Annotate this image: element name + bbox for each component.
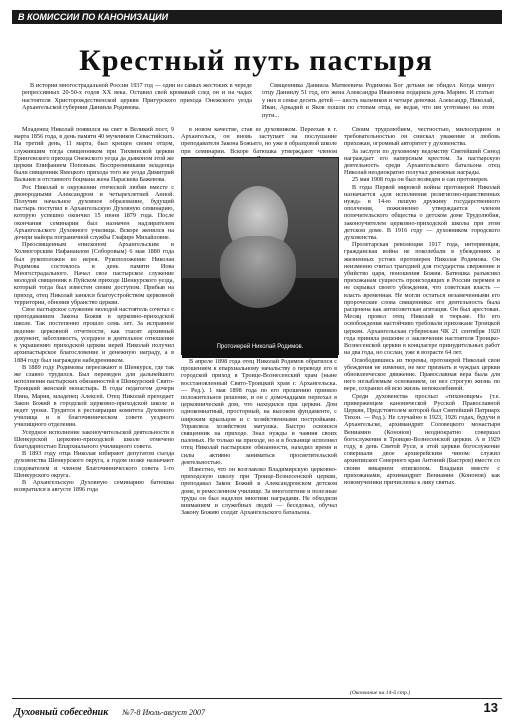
portrait-photo: [181, 157, 339, 355]
column-1: [14, 126, 174, 691]
column-2-bottom: [181, 358, 337, 691]
footer: [14, 702, 205, 720]
col3-paragraph: Своим трудолюбием, честностью, милосердием и требовательностью он снискал уважение и любовь прихожан, огромный авторитет у духовенства.: [344, 126, 500, 148]
footer-divider: [12, 698, 502, 699]
col1-paragraph: Преосвященным епископом Архангельским и Холмогорским Нафанаилом (Соборовым) 6 мая 1880 года был рукоположен во иерея. Рукоположение Николая Родимова состоялось в день памяти Иова Многострадального. Начал свое пастырское служение молодой священник в Пуйском приходе Шенкурского уезда, который тогда был известен своим доступом. Прибыв на приход, отец Николай занялся благоустройством церковной территории, обновив убранство церкви.: [14, 241, 174, 306]
column-3: [344, 126, 500, 686]
col1-paragraph: В 1893 году отца Николая избирают депутатом съезда духовенства Шенкурского округа, а годом позже назначают следователем и членом Благочиннического совета 1-го Шенкурского округа.: [14, 450, 174, 479]
col1-paragraph: Рос Николай в окружении отеческой любви вместе с двоюродными Александром и четырехлетней Анной. Получив начальное духовное образование, будущий пастырь поступил в Архангельскую Духовную семинарию, которую успешно окончил 15 июня 1879 года. После окончания семинарии был назначен надзирателем Архангельского Духовного училища. Вскоре женился на дочери майора пограничной службы Глафире Михайловне.: [14, 183, 174, 242]
issue-info: №7-8 Июль-август 2007: [122, 708, 205, 717]
intro-left: В истории многострадальной России 1937 год — один из самых жестоких в череде репрессивных 20-50-х годов XX века. Оставил свой кровавый след он и на чадах настоятеля Христорождественской церкви Пригурского прихода Онежского уезда Архангельской губернии Даниила Родимова.: [22, 82, 252, 112]
column-2-top: в новом качестве, став ее духовником. Переехав в г. Архангельск, он вновь заступает на послушание преподавателя Закона Божьего, но уже в образцовой школе при семинарии. Вскоре батюшка утверждают членом: [181, 126, 337, 155]
portrait-beard: [220, 236, 296, 308]
col2-paragraph: В апреле 1898 года отец Николай Родимов обратился с прошением к епархиальному начальству о переводе его в городской приход в Троице-Вознесенский храм (ныне восстановленный Свято-Троицкий храм г. Архангельска. — Ред.). 1 мая 1898 года по его прошению приняло положительное решение, и он с домочадцами переехал в церковнический дом, что находился при церкви. Дом однокомнатный, просторный, на высоком фундаменте, с широким крыльцом и с хозяйственными постройками. Управляла хозяйством матушка. Быстро освоился священник на приходе. Знал нужды и чаяния своих паломых. Не только на приходе, но и в больнице исполнял отец Николай пастырские обязанности, находил время и силы активно заниматься просветительской деятельностью.: [181, 358, 337, 466]
magazine-name: Духовный собеседник: [14, 707, 109, 718]
intro-right: Священника Даниила Матвеевича Родимова Бог детьми не обидел. Когда минул отцу Даниилу 51 год, его жена Александра Ивановна подарила дочь Марию. И статью у них в семье десять детей — шесть мальчиков и четыре девочки. Александр, Николай, Иван, Аркадий и Яков пошли по стопам отца, не ведая, что им уготовано на этом пути...: [262, 82, 494, 119]
col3-paragraph: Пролетарская революция 1917 года, интервенция, гражданская война не поколебали в убеждениях и жизненных устоях протоиерея Николая Родимова. Он неизменно считал трагедией для государства свержение и убийство царя, поношения Божия. Батюшка разъяснял прихожанам сущность происходящих в России перемен и не скрывал своего убеждения, что советская власть — власть временная. Не могли остаться незамеченными его пророческие слова священника: его деятельность была расценена как антисоветская агитация. Он был арестован. Месяц провел отец Николай в тюрьме. Но его освобождения настойчиво требовали прихожане Троицкой церкви. Архангельская губернская ЧК 21 сентября 1920 года приняла решение о заключении настоятеля Троицко-Вознесенской церкви в концлагере принудительных работ на два года, но сослан, уже в возрасте 64 лет.: [344, 241, 500, 357]
col3-paragraph: В годы Первой мировой войны протоиерей Николай назначается «для исполнения религиозно-нравственных нужд» в 14-ю пешую дружину государственного ополчения, пожизненно утверждается членом попечительского общества о детском доме Трудолюбия, законоучителем церковно-приходской школы при этом детском доме. В 1916 году — духовником городского духовенства.: [344, 183, 500, 242]
col3-paragraph: 25 мая 1908 года он был возведен в сан протоиерея.: [352, 176, 489, 184]
article-title: Крестный путь пастыря: [79, 44, 433, 77]
col1-paragraph: Младенец Николай появился на свет в Великий пост, 9 марта 1856 года, в день памяти 40 мучеников Севастийских. На третий день, 11 марта, был крещен своим отцом, служившим тогда священником при Тихвинской церкви Ерингевского прихода Онежского уезда да дьяконом этой же церкви Епифанием Поповым. Воспреемниками младенца были священник Ямецкого прихода того же уезда Димитрий Вальнев и отставного боцмана жена Параскева Бажевова.: [14, 126, 174, 184]
photo-caption: Протоиерей Николай Родимов.: [216, 344, 304, 350]
page-number: 13: [483, 700, 498, 715]
col3-paragraph: Среди духовенства прослыл «тихоновцем» (т.е. приверженцем канонической Русской Православной Церкви, Предстоятелем которой был Святейший Патриарх Тихон. — Ред.). Не случайно в 1923, 1926 годах, будучи в Архангельске, архимандрит Соловецкого монастыря Вениамин (Кононов) неоднократно совершал богослужения в Троицко-Вознесенской церкви. А в 1929 году, в день Святой Руси, в этой церкви богослужение совершали двое архиерейским чином: служил архиепископ Северного края Антоний (Быстров) вместе со своим викарием епископом. Владыки вместе с прихожанами, архимандрит Вениамин (Кононов) как новомученики причислены к лику святых.: [344, 392, 500, 486]
col3-paragraph: За заслуги по духовному ведомству Святейший Синод награждает его наперсным крестом. За пастырскую деятельность среди Архангельского батальона отец Николай неоднократно получал денежные награды.: [344, 147, 500, 177]
col1-paragraph: В Архангельскую Духовную семинарию батюшка возвратился в августе 1896 года: [14, 478, 174, 494]
col1-paragraph: Усердное исполнение законоучительской деятельности в Шенкурской церковно-приходской школе отмечено благодарностью Епархиального училищного совета.: [14, 428, 174, 450]
section-header: В КОМИССИИ ПО КАНОНИЗАЦИИ: [12, 10, 502, 24]
col2-paragraph: Известно, что он возглавлял Владимирскую церковно-приходскую школу при Троице-Вознесенской церкви, преподавал Закон Божий в Александровском детском доме, в ремесленном училище. За многолетние и полезные труды он был наделен многими наградами. Не обходили вниманием и служебных людей — беседовал, обучал Закону Божию солдат Архангельского батальона.: [181, 466, 337, 517]
continuation-note: (Окончание на 14-й стр.): [350, 690, 410, 696]
col3-paragraph: Освободившись из тюремы, протоиерей Николай свои убеждения не изменил, не мог признать и чуждых церкви обновленческое движение. Православная вера была для него незыблемым основанием, он вел строгую жизнь по вере, сохранил ей всю жизнь непоколебимой.: [344, 356, 500, 393]
col1-paragraph: Свое пастырское служение молодой настоятель сочетал с преподаванием Закона Божия в церковно-приходской школе. Так постепенно прошло семь лет. За исправное ведение церковной отчетности, как гласит архивный документ, заботливость, усердное и деятельное отношение к украшению приходской церкви иерей Николай получил архипастырское благословение и денежную награду, а в 1884 году был награжден набедренником.: [14, 306, 174, 364]
col1-paragraph: В 1889 году Родимовы переезжают в Шенкурск, где так же славно трудился. Был переведен для дальнейшего исполнения пастырских обязанностей в Шенкурский Свято-Троицкий женский монастырь. В годы педагогом дочери Нина, Мария, младенец Алексей. Отец Николай преподает Закон Божий в городской церковно-приходской школе и ведет уроки. Трудится в реставрации комитета Духовного училища и в благочинническом совете уездного училищного отделения.: [14, 363, 174, 429]
